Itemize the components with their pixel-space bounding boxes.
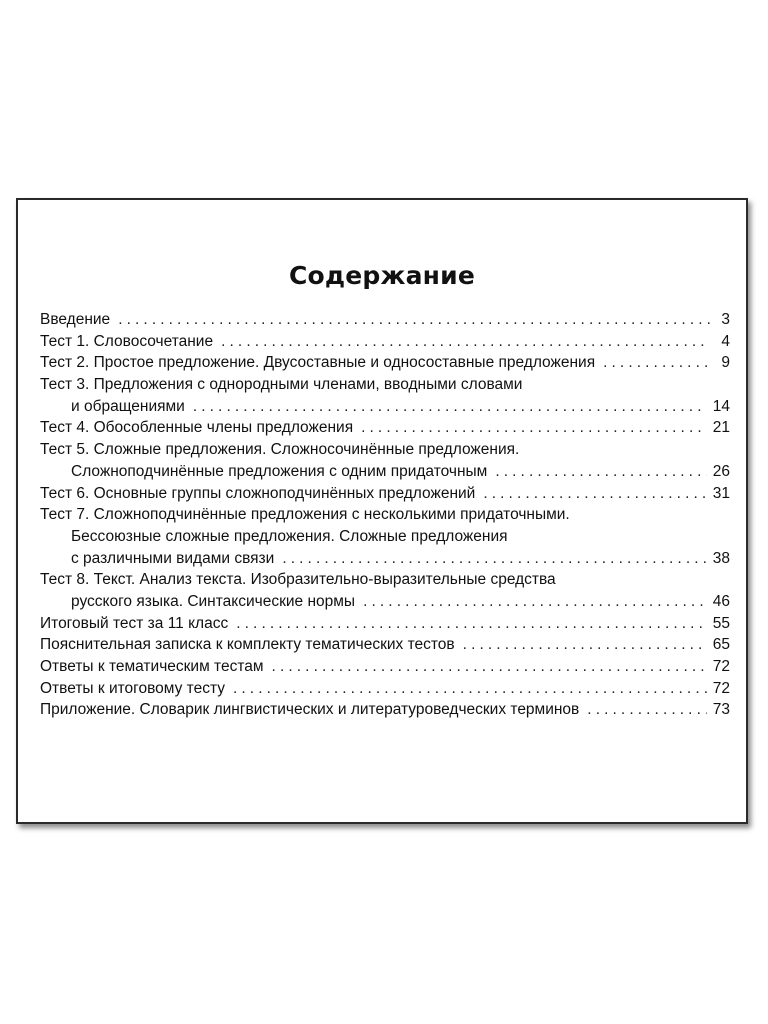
toc-page-number: 26 bbox=[712, 462, 730, 480]
toc-leader-dots bbox=[361, 417, 707, 439]
toc-leader-dots bbox=[233, 678, 707, 700]
toc-entry-title: и обращениями bbox=[71, 397, 185, 415]
toc-page-frame bbox=[16, 198, 748, 824]
toc-leader-dots bbox=[221, 331, 710, 353]
toc-entry-title: Тест 4. Обособленные члены предложения bbox=[40, 419, 354, 437]
toc-entry bbox=[40, 634, 730, 656]
toc-entry bbox=[40, 678, 730, 700]
toc-entry-title: Ответы к тематическим тестам bbox=[40, 658, 264, 675]
toc-page-number: 55 bbox=[712, 614, 730, 632]
toc-entry bbox=[40, 591, 730, 613]
toc-page-number: 21 bbox=[712, 419, 730, 437]
toc-entry-title: Тест 7. Сложноподчинённые предложения с несколькими придаточными. bbox=[40, 506, 570, 524]
toc-entry bbox=[40, 656, 730, 678]
toc-entry-title: с различными видами связи bbox=[71, 549, 275, 567]
toc-entry bbox=[40, 699, 730, 721]
toc-leader-dots bbox=[272, 656, 707, 678]
toc-entry-title: Приложение. Словарик лингвистических и литературоведческих терминов bbox=[40, 701, 580, 719]
toc-entry bbox=[40, 526, 730, 548]
toc-page-number: 65 bbox=[712, 636, 730, 654]
toc-entry-title: Ответы к итоговому тесту bbox=[40, 679, 225, 697]
toc-page-number: 3 bbox=[721, 311, 730, 328]
toc-entry bbox=[40, 504, 730, 526]
toc-entry bbox=[40, 613, 730, 635]
toc-page-number: 73 bbox=[712, 701, 730, 719]
toc-page-number: 38 bbox=[712, 549, 730, 567]
toc-page-number: 72 bbox=[712, 658, 730, 675]
toc-entry bbox=[40, 548, 730, 570]
toc-entry bbox=[40, 396, 730, 418]
toc-entry-title: Тест 3. Предложения с однородными членами, вводными словами bbox=[40, 376, 523, 394]
toc-entry-title: Тест 8. Текст. Анализ текста. Изобразительно-выразительные средства bbox=[40, 571, 556, 589]
toc-leader-dots bbox=[282, 548, 706, 570]
toc-entry bbox=[40, 331, 730, 353]
toc-entry bbox=[40, 439, 730, 461]
toc-entry-title: Тест 1. Словосочетание bbox=[40, 332, 214, 350]
toc-leader-dots bbox=[193, 396, 707, 418]
toc-entry-title: Пояснительная записка к комплекту тематических тестов bbox=[40, 636, 455, 654]
toc-page-number: 46 bbox=[712, 592, 730, 610]
toc-page-number: 14 bbox=[712, 397, 730, 415]
toc-entry-title: русского языка. Синтаксические нормы bbox=[71, 592, 356, 610]
toc-entry-title: Тест 5. Сложные предложения. Сложносочинённые предложения. bbox=[40, 441, 520, 459]
toc-entry-title: Введение bbox=[40, 311, 111, 328]
toc-page-number: 9 bbox=[721, 354, 730, 372]
toc-list bbox=[40, 309, 730, 721]
toc-leader-dots bbox=[483, 483, 706, 505]
toc-leader-dots bbox=[118, 309, 710, 331]
toc-entry bbox=[40, 374, 730, 396]
toc-page-number: 72 bbox=[712, 679, 730, 697]
toc-entry bbox=[40, 417, 730, 439]
toc-entry-title: Бессоюзные сложные предложения. Сложные предложения bbox=[71, 527, 508, 545]
toc-entry bbox=[40, 352, 730, 374]
toc-leader-dots bbox=[363, 591, 707, 613]
toc-entry-title: Тест 6. Основные группы сложноподчинённых предложений bbox=[40, 484, 476, 502]
toc-entry bbox=[40, 483, 730, 505]
toc-entry-title: Сложноподчинённые предложения с одним придаточным bbox=[71, 462, 488, 480]
toc-leader-dots bbox=[495, 461, 706, 483]
toc-entry-title: Итоговый тест за 11 класс bbox=[40, 614, 229, 632]
toc-entry bbox=[40, 309, 730, 331]
toc-title: Содержание bbox=[288, 261, 476, 290]
toc-leader-dots bbox=[603, 352, 710, 374]
toc-leader-dots bbox=[236, 613, 707, 635]
toc-leader-dots bbox=[587, 699, 706, 721]
toc-entry bbox=[40, 461, 730, 483]
toc-entry bbox=[40, 569, 730, 591]
toc-page-number: 4 bbox=[721, 332, 730, 350]
toc-entry-title: Тест 2. Простое предложение. Двусоставные и односоставные предложения bbox=[40, 354, 596, 372]
toc-page-number: 31 bbox=[712, 484, 730, 502]
toc-leader-dots bbox=[463, 634, 707, 656]
